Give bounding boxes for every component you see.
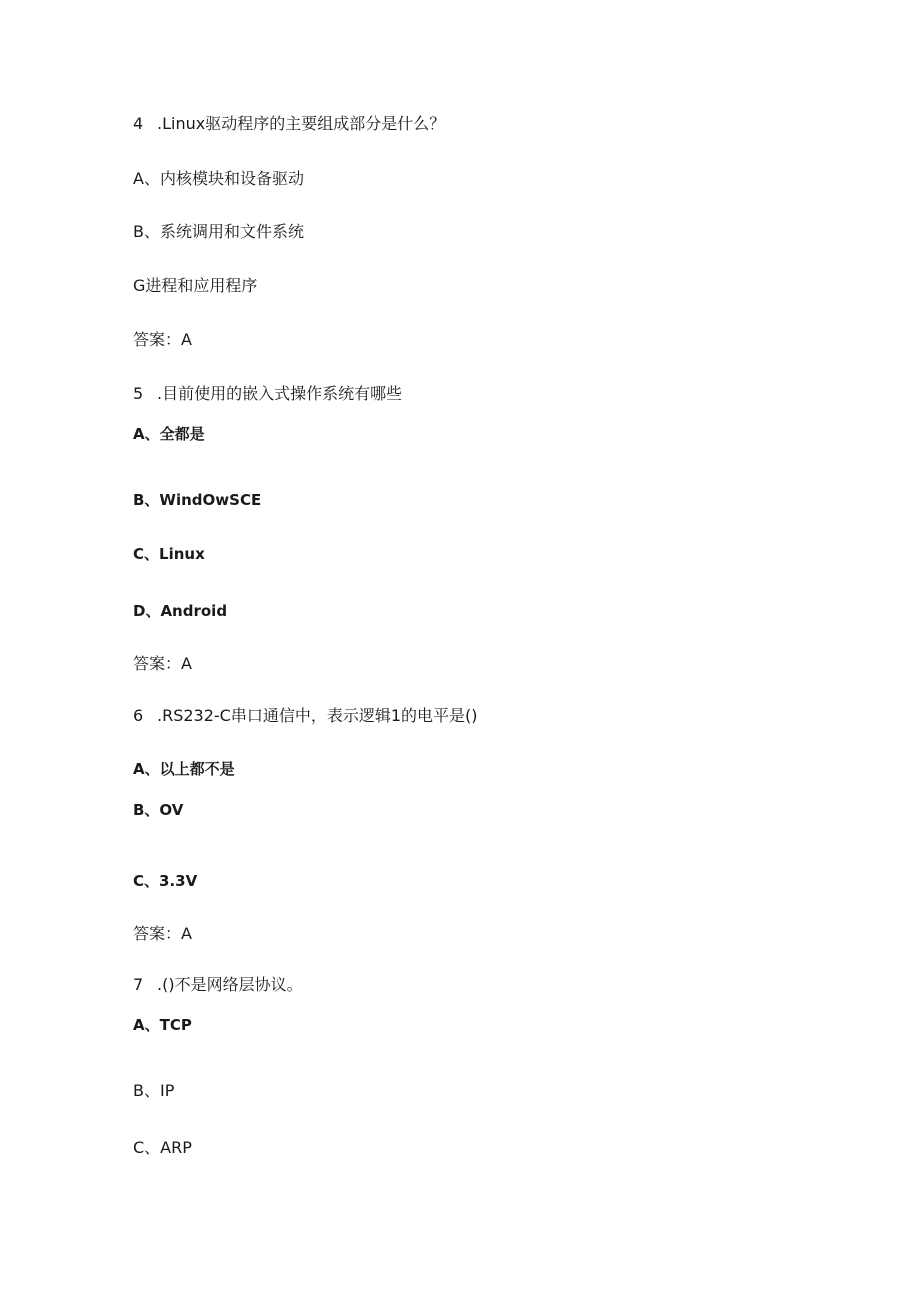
option-a: A、全都是 <box>133 425 205 443</box>
question-number: 4 <box>133 114 144 133</box>
question-number: 6 <box>133 706 144 725</box>
question-text: .()不是网络层协议。 <box>157 975 303 994</box>
question-text: .RS232-C串口通信中，表示逻辑1的电平是() <box>157 706 478 725</box>
option-b: B、OV <box>133 801 184 819</box>
question-6 <box>133 706 478 726</box>
option-c: G进程和应用程序 <box>133 276 258 295</box>
option-a: A、以上都不是 <box>133 760 235 778</box>
option-a: A、TCP <box>133 1016 192 1034</box>
question-text: .Linux驱动程序的主要组成部分是什么？ <box>157 114 446 133</box>
question-number: 5 <box>133 384 144 403</box>
question-5 <box>133 384 402 404</box>
question-text: .目前使用的嵌入式操作系统有哪些 <box>157 384 403 403</box>
answer: 答案：A <box>133 654 192 673</box>
answer: 答案：A <box>133 330 192 349</box>
question-7 <box>133 975 303 995</box>
option-c: C、Linux <box>133 545 205 563</box>
option-d: D、Android <box>133 602 228 620</box>
answer: 答案：A <box>133 924 192 943</box>
option-b: B、WindOwSCE <box>133 491 262 509</box>
option-b: B、IP <box>133 1081 175 1100</box>
question-4 <box>133 114 445 134</box>
option-a: A、内核模块和设备驱动 <box>133 169 304 188</box>
option-c: C、ARP <box>133 1138 192 1157</box>
question-number: 7 <box>133 975 144 994</box>
option-b: B、系统调用和文件系统 <box>133 222 304 241</box>
option-c: C、3.3V <box>133 872 198 890</box>
